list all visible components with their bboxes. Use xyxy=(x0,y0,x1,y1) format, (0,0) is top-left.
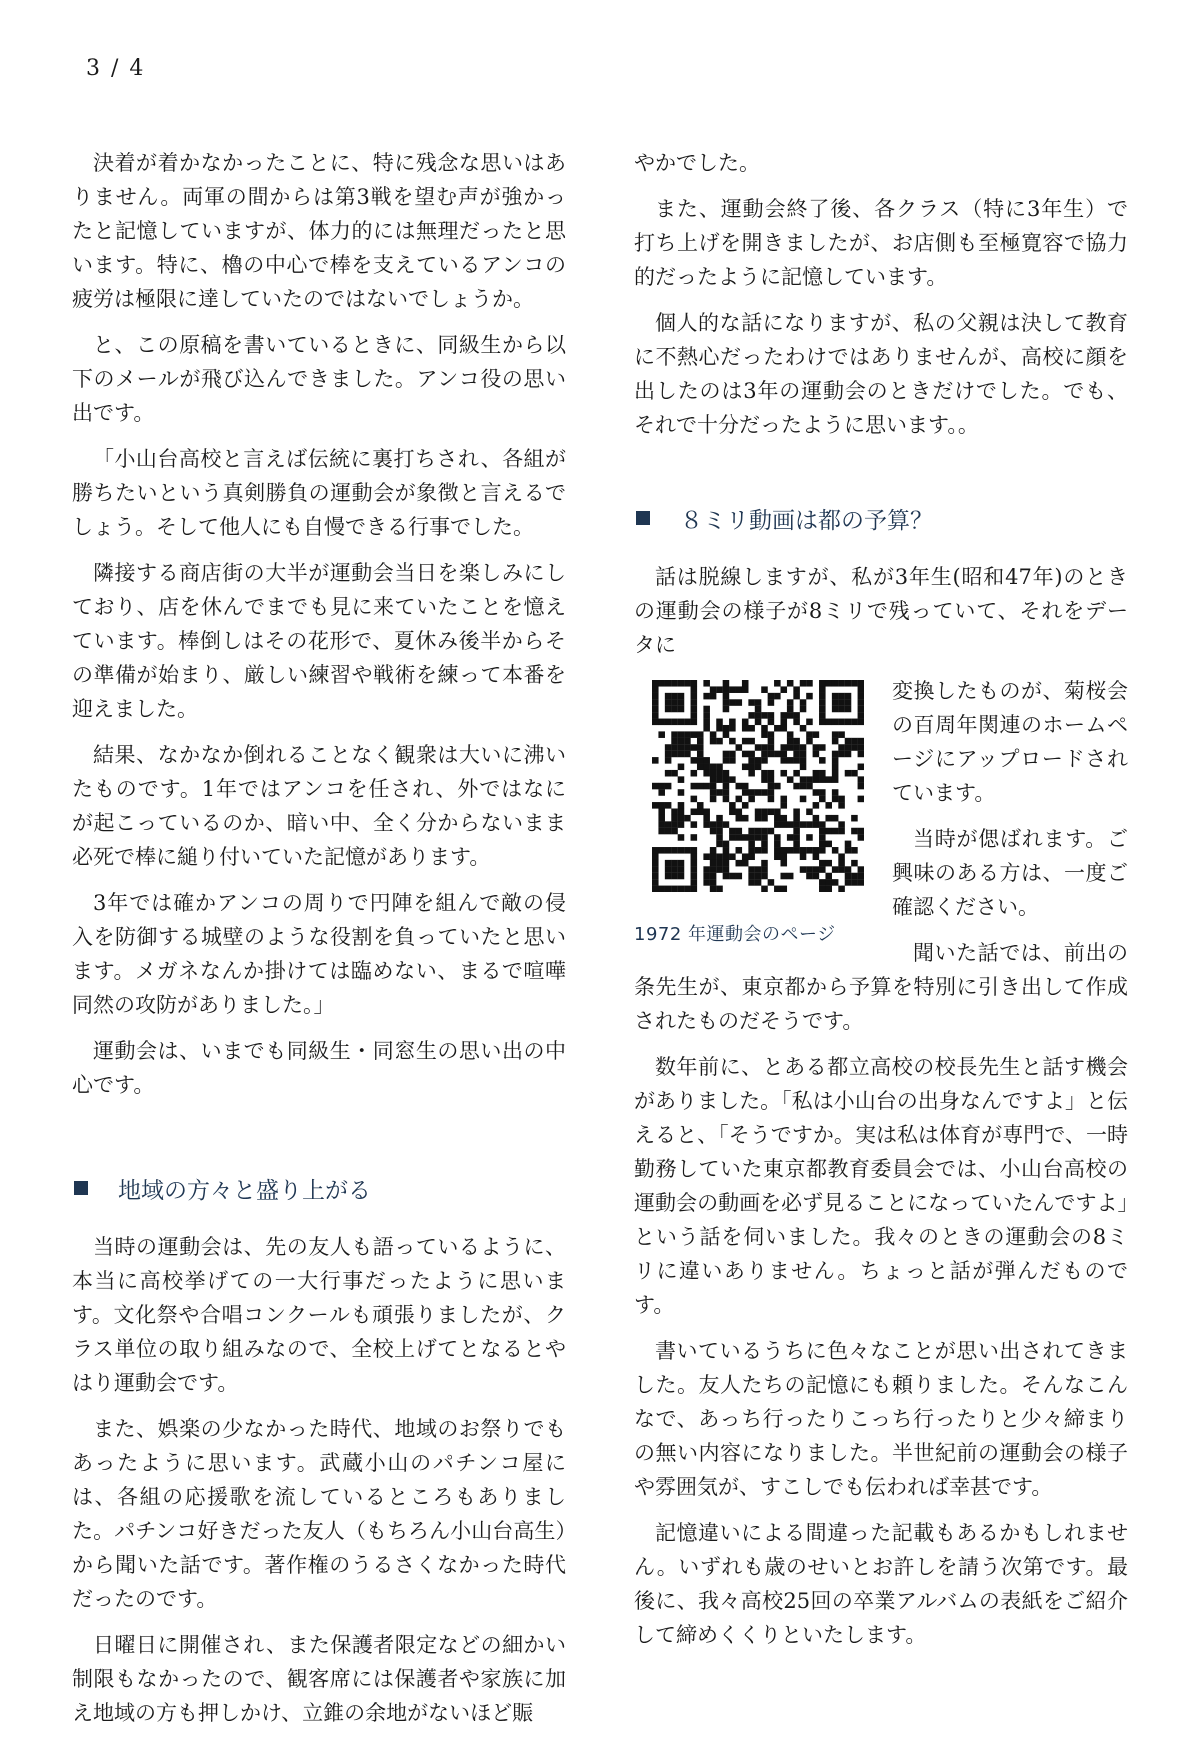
paragraph: 当時が偲ばれます。ご興味のある方は、一度ご確認ください。 xyxy=(892,827,1128,919)
paragraph: 当時の運動会は、先の友人も語っているように、本当に高校挙げての一大行事だったように思います。文化祭や合唱コンクールも頑張りましたが、クラス単位の取り組みなので、全校上げてとなるとやはり運動会です。 xyxy=(72,1235,566,1395)
right-column xyxy=(634,146,1128,1664)
paragraph: と、この原稿を書いているときに、同級生から以下のメールが飛び込んできました。アンコ役の思い出です。 xyxy=(72,333,566,425)
paragraph: また、運動会終了後、各クラス（特に3年生）で打ち上げを開きましたが、お店側も至極寛容で協力的だったように記憶しています。 xyxy=(634,197,1128,289)
paragraph-continued: やかでした。 xyxy=(634,151,760,175)
section-heading-text: 地域の方々と盛り上がる xyxy=(118,1177,371,1204)
paragraph: 記憶違いによる間違った記載もあるかもしれません。いずれも歳のせいとお許しを請う次第です。最後に、我々高校25回の卒業アルバムの表紙をご紹介して締めくくりといたします。 xyxy=(634,1521,1128,1647)
paragraph: 聞いた話では、前出の条先生が、東京都から予算を特別に引き出して作成されたものだそうです。 xyxy=(634,941,1128,1033)
left-column xyxy=(72,146,566,1742)
square-bullet-icon xyxy=(74,1181,88,1195)
section-heading-community xyxy=(72,1168,566,1208)
paragraph: 決着が着かなかったことに、特に残念な思いはありません。両軍の間からは第3戦を望む声が強かったと記憶していますが、体力的には無理だったと思います。特に、櫓の中心で棒を支えているアンコの疲労は極限に達していたのではないでしょうか。 xyxy=(72,151,566,311)
paragraph: 結果、なかなか倒れることなく観衆は大いに沸いたものです。1年ではアンコを任され、外ではなにが起こっているのか、暗い中、全く分からないまま必死で棒に縋り付いていた記憶があります。 xyxy=(72,743,566,869)
qr-figure xyxy=(634,674,882,950)
qr-code-icon[interactable] xyxy=(652,680,864,892)
paragraph: また、娯楽の少なかった時代、地域のお祭りでもあったように思います。武蔵小山のパチンコ屋には、各組の応援歌を流しているところもありました。パチンコ好きだった友人（もちろん小山台高生）から聞いた話です。著作権のうるさくなかった時代だったのです。 xyxy=(72,1417,566,1611)
paragraph: 日曜日に開催され、また保護者限定などの細かい制限もなかったので、観客席には保護者や家族に加え地域の方も押しかけ、立錐の余地がないほど賑 xyxy=(72,1633,566,1725)
page-number: 3 / 4 xyxy=(86,56,146,81)
qr-caption: 1972 年運動会のページ xyxy=(634,924,836,945)
paragraph: 話は脱線しますが、私が3年生(昭和47年)のときの運動会の様子が8ミリで残っていて、それをデータに xyxy=(634,565,1128,657)
qr-block xyxy=(634,674,1128,1038)
paragraph: 個人的な話になりますが、私の父親は決して教育に不熱心だったわけではありませんが、高校に顔を出したのは3年の運動会のときだけでした。でも、それで十分だったように思います。。 xyxy=(634,311,1128,437)
section-heading-8mm xyxy=(634,498,1128,538)
paragraph: 数年前に、とある都立高校の校長先生と話す機会がありました。「私は小山台の出身なんですよ」と伝えると、「そうですか。実は私は体育が専門で、一時勤務していた東京都教育委員会では、小山台高校の運動会の動画を必ず見ることになっていたんですよ」という話を伺いました。我々のときの運動会の8ミリに違いありません。ちょっと話が弾んだものです。 xyxy=(634,1055,1128,1317)
paragraph: 変換したものが、菊桜会の百周年関連のホームページにアップロードされています。 xyxy=(892,679,1128,805)
paragraph: 隣接する商店街の大半が運動会当日を楽しみにしており、店を休んでまでも見に来ていたことを憶えています。棒倒しはその花形で、夏休み後半からその準備が始まり、厳しい練習や戦術を練って本番を迎えました。 xyxy=(72,561,566,721)
square-bullet-icon xyxy=(636,511,650,525)
paragraph: 3年では確かアンコの周りで円陣を組んで敵の侵入を防御する城壁のような役割を負っていたと思います。メガネなんか掛けては臨めない、まるで喧嘩同然の攻防がありました。」 xyxy=(72,891,566,1017)
paragraph: 「小山台高校と言えば伝統に裏打ちされ、各組が勝ちたいという真剣勝負の運動会が象徴と言えるでしょう。そして他人にも自慢できる行事でした。 xyxy=(72,447,566,539)
section-heading-text: ８ミリ動画は都の予算？ xyxy=(680,507,933,534)
paragraph: 書いているうちに色々なことが思い出されてきました。友人たちの記憶にも頼りました。そんなこんなで、あっち行ったりこっち行ったりと少々締まりの無い内容になりました。半世紀前の運動会の様子や雰囲気が、すこしでも伝われば幸甚です。 xyxy=(634,1339,1128,1499)
paragraph: 運動会は、いまでも同級生・同窓生の思い出の中心です。 xyxy=(72,1039,566,1097)
